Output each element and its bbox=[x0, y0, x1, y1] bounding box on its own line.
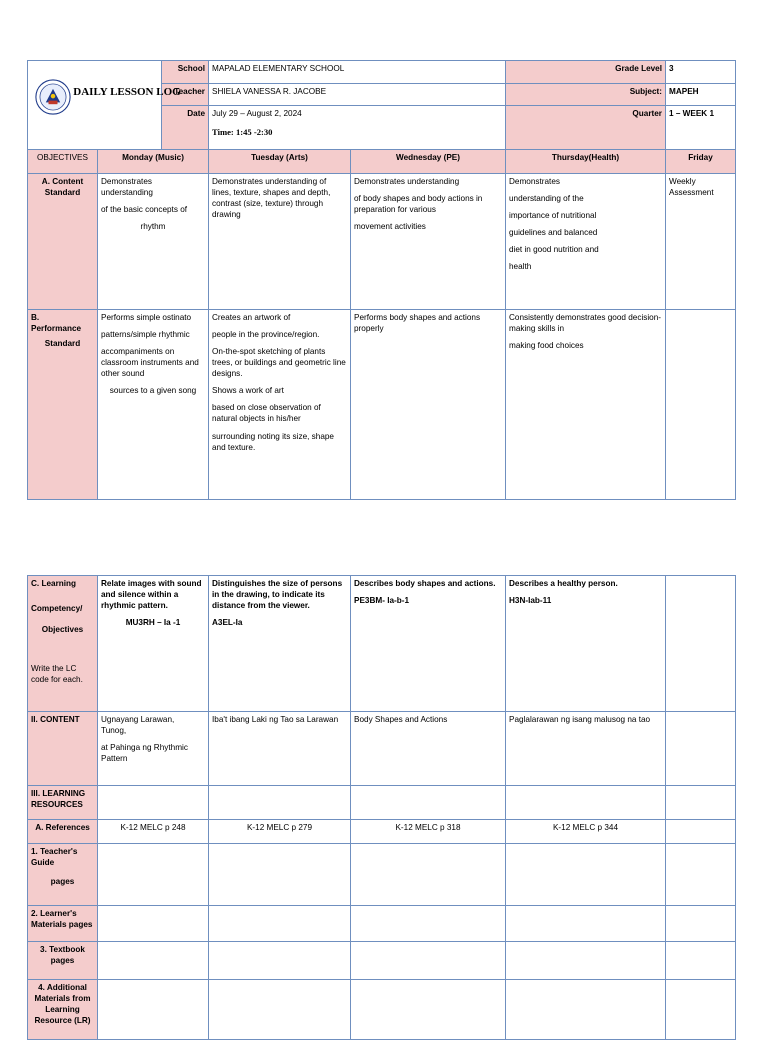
empty-cell bbox=[98, 942, 209, 980]
text-line: Creates an artwork of bbox=[212, 313, 291, 322]
empty-cell bbox=[209, 844, 351, 906]
wednesday-header: Wednesday (PE) bbox=[351, 150, 506, 174]
reference-monday: K-12 MELC p 248 bbox=[98, 820, 209, 844]
thursday-header: Thursday(Health) bbox=[506, 150, 666, 174]
empty-cell bbox=[506, 844, 666, 906]
performance-standard-tuesday bbox=[209, 310, 351, 500]
quarter-label: Quarter bbox=[506, 106, 666, 150]
reference-wednesday: K-12 MELC p 318 bbox=[351, 820, 506, 844]
text-line: making food choices bbox=[509, 341, 584, 351]
performance-standard-label-line: Standard bbox=[44, 339, 81, 349]
content-wednesday: Body Shapes and Actions bbox=[351, 712, 506, 786]
empty-cell bbox=[506, 942, 666, 980]
text-line: health bbox=[509, 262, 532, 272]
text-line: Tunog, bbox=[101, 726, 127, 736]
text-line: diet in good nutrition and bbox=[509, 245, 599, 255]
text-line: Describes a healthy person. bbox=[509, 579, 618, 588]
text-line: accompaniments on classroom instruments and other sound bbox=[101, 347, 199, 379]
content-standard-thursday bbox=[506, 174, 666, 310]
teacher-label: Teacher bbox=[162, 84, 209, 106]
text-line: Relate images with sound and silence within a rhythmic pattern. bbox=[101, 579, 202, 611]
empty-cell bbox=[666, 786, 736, 820]
competency-monday bbox=[98, 576, 209, 712]
content-standard-label-line: A. Content bbox=[41, 177, 84, 186]
text-line: sources to a given song bbox=[109, 386, 197, 396]
empty-cell bbox=[98, 786, 209, 820]
performance-standard-thursday bbox=[506, 310, 666, 500]
additional-materials-label: 4. Additional Materials from Learning Resource (LR) bbox=[28, 980, 98, 1040]
empty-cell bbox=[666, 820, 736, 844]
lc-code: MU3RH – Ia -1 bbox=[125, 618, 181, 628]
text-line: surrounding noting its size, shape and texture. bbox=[212, 431, 334, 452]
tuesday-header: Tuesday (Arts) bbox=[209, 150, 351, 174]
content-thursday: Paglalarawan ng isang malusog na tao bbox=[506, 712, 666, 786]
monday-header: Monday (Music) bbox=[98, 150, 209, 174]
empty-cell bbox=[98, 980, 209, 1040]
text-line: of body shapes and body actions in preparation for various bbox=[354, 194, 483, 215]
date-time-cell bbox=[209, 106, 506, 150]
empty-cell bbox=[506, 980, 666, 1040]
text-line: guidelines and balanced bbox=[509, 228, 598, 238]
content-monday bbox=[98, 712, 209, 786]
subject-label: Subject: bbox=[506, 84, 666, 106]
daily-lesson-log-title: DAILY LESSON LOG bbox=[73, 86, 181, 98]
competency-label-line: C. Learning bbox=[31, 579, 77, 588]
lesson-log-body-table bbox=[27, 575, 736, 1040]
lc-code: A3EL-Ia bbox=[212, 618, 243, 628]
text-line: Demonstrates bbox=[509, 177, 560, 186]
empty-cell bbox=[351, 980, 506, 1040]
text-line: Ugnayang Larawan, bbox=[101, 715, 175, 724]
lesson-log-header-table bbox=[27, 60, 736, 500]
empty-cell bbox=[351, 942, 506, 980]
text-line: importance of nutritional bbox=[509, 211, 597, 221]
friday-header: Friday bbox=[666, 150, 736, 174]
lc-code: PE3BM- Ia-b-1 bbox=[354, 596, 410, 606]
text-line: Demonstrates understanding bbox=[354, 177, 460, 186]
teacher-value: SHIELA VANESSA R. JACOBE bbox=[209, 84, 506, 106]
date-label: Date bbox=[162, 106, 209, 150]
school-value: MAPALAD ELEMENTARY SCHOOL bbox=[209, 61, 506, 84]
performance-standard-label-line: Performance bbox=[31, 324, 82, 334]
content-tuesday: Iba't ibang Laki ng Tao sa Larawan bbox=[209, 712, 351, 786]
references-label: A. References bbox=[28, 820, 98, 844]
empty-cell bbox=[98, 844, 209, 906]
performance-standard-wednesday: Performs body shapes and actions properly bbox=[351, 310, 506, 500]
empty-cell bbox=[506, 906, 666, 942]
text-line: On-the-spot sketching of plants trees, or buildings and geometric line designs. bbox=[212, 347, 346, 379]
competency-label-line: Competency/ bbox=[31, 604, 83, 614]
text-line: Demonstrates bbox=[101, 177, 152, 186]
teachers-guide-label-line: 1. Teacher's Guide bbox=[31, 847, 78, 868]
performance-standard-friday bbox=[666, 310, 736, 500]
performance-standard-label bbox=[28, 310, 98, 500]
content-standard-tuesday: Demonstrates understanding of lines, texture, shapes and depth, contrast (size, texture) through drawing bbox=[209, 174, 351, 310]
empty-cell bbox=[209, 786, 351, 820]
competency-note: Write the LC code for each. bbox=[31, 664, 83, 685]
empty-cell bbox=[666, 980, 736, 1040]
text-line: patterns/simple rhythmic bbox=[101, 330, 190, 340]
school-label: School bbox=[162, 61, 209, 84]
empty-cell bbox=[209, 942, 351, 980]
empty-cell bbox=[666, 906, 736, 942]
empty-cell bbox=[351, 786, 506, 820]
deped-seal-icon bbox=[35, 79, 71, 115]
competency-thursday bbox=[506, 576, 666, 712]
learners-materials-label: 2. Learner's Materials pages bbox=[28, 906, 98, 942]
text-line: understanding bbox=[101, 188, 153, 198]
reference-thursday: K-12 MELC p 344 bbox=[506, 820, 666, 844]
learning-resources-label: III. LEARNING RESOURCES bbox=[28, 786, 98, 820]
text-line: people in the province/region. bbox=[212, 330, 320, 340]
empty-cell bbox=[351, 844, 506, 906]
competency-label bbox=[28, 576, 98, 712]
quarter-value: 1 – WEEK 1 bbox=[666, 106, 736, 150]
competency-label-line: Objectives bbox=[41, 625, 84, 635]
empty-cell bbox=[351, 906, 506, 942]
reference-tuesday: K-12 MELC p 279 bbox=[209, 820, 351, 844]
text-line: Performs simple ostinato bbox=[101, 313, 192, 322]
subject-value: MAPEH bbox=[666, 84, 736, 106]
text-line: understanding of the bbox=[509, 194, 584, 204]
empty-cell bbox=[666, 942, 736, 980]
competency-tuesday bbox=[209, 576, 351, 712]
empty-cell bbox=[666, 844, 736, 906]
content-standard-wednesday bbox=[351, 174, 506, 310]
grade-level-label: Grade Level bbox=[506, 61, 666, 84]
date-value: July 29 – August 2, 2024 bbox=[212, 109, 302, 118]
content-friday bbox=[666, 712, 736, 786]
text-line: of the basic concepts of bbox=[101, 205, 188, 215]
empty-cell bbox=[209, 980, 351, 1040]
performance-standard-monday bbox=[98, 310, 209, 500]
content-standard-label bbox=[28, 174, 98, 310]
text-line: Describes body shapes and actions. bbox=[354, 579, 496, 588]
text-line: Shows a work of art bbox=[212, 386, 284, 396]
content-standard-label-line: Standard bbox=[44, 188, 81, 198]
content-label: II. CONTENT bbox=[28, 712, 98, 786]
teachers-guide-label bbox=[28, 844, 98, 906]
text-line: movement activities bbox=[354, 222, 426, 232]
empty-cell bbox=[506, 786, 666, 820]
logo-title-cell bbox=[28, 61, 181, 150]
text-line: at Pahinga ng Rhythmic Pattern bbox=[101, 743, 188, 764]
text-line: Consistently demonstrates good decision-making skills in bbox=[509, 313, 662, 334]
grade-level-value: 3 bbox=[666, 61, 736, 84]
time-value: Time: 1:45 -2:30 bbox=[212, 127, 273, 138]
competency-friday bbox=[666, 576, 736, 712]
content-standard-monday bbox=[98, 174, 209, 310]
empty-cell bbox=[98, 906, 209, 942]
content-standard-friday: Weekly Assessment bbox=[666, 174, 736, 310]
empty-cell bbox=[209, 906, 351, 942]
text-line: based on close observation of natural objects in his/her bbox=[212, 403, 321, 424]
objectives-header: OBJECTIVES bbox=[28, 150, 98, 174]
performance-standard-label-line: B. bbox=[31, 313, 40, 322]
competency-wednesday bbox=[351, 576, 506, 712]
textbook-label: 3. Textbook pages bbox=[28, 942, 98, 980]
text-line: Distinguishes the size of persons in the drawing, to indicate its distance from the viewer. bbox=[212, 579, 343, 611]
text-line: rhythm bbox=[140, 222, 166, 232]
lc-code: H3N-Iab-11 bbox=[509, 596, 552, 606]
teachers-guide-label-line: pages bbox=[50, 877, 75, 887]
